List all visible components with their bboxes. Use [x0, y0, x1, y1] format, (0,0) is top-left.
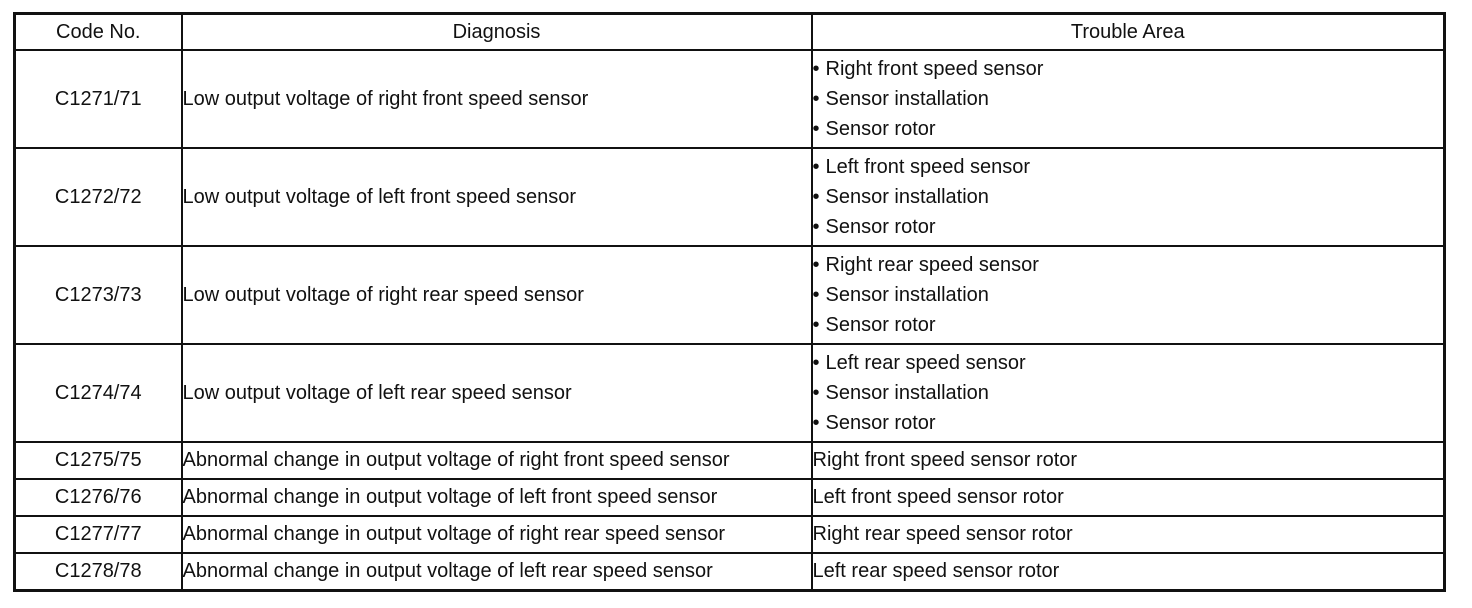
diagnosis-cell: Abnormal change in output voltage of right rear speed sensor [182, 516, 812, 553]
trouble-area-list [813, 348, 1444, 438]
bullet-icon: • [812, 186, 820, 208]
trouble-area-item [813, 212, 1444, 242]
diagnosis-cell: Low output voltage of right front speed sensor [182, 50, 812, 148]
trouble-area-item [813, 408, 1444, 438]
trouble-area-text: Sensor installation [825, 284, 989, 306]
bullet-icon: • [812, 382, 820, 404]
trouble-area-item [813, 250, 1444, 280]
diagnosis-cell: Low output voltage of left front speed sensor [182, 148, 812, 246]
diagnostic-code-table [13, 12, 1446, 592]
bullet-icon: • [812, 118, 820, 140]
trouble-area-text: Sensor installation [825, 382, 989, 404]
trouble-area-cell [812, 148, 1445, 246]
table-row [15, 246, 1445, 344]
trouble-area-cell: Left front speed sensor rotor [812, 479, 1445, 516]
code-cell: C1274/74 [15, 344, 182, 442]
bullet-icon: • [812, 352, 820, 374]
bullet-icon: • [812, 284, 820, 306]
trouble-area-text: Left rear speed sensor [825, 352, 1026, 374]
trouble-area-item [813, 348, 1444, 378]
trouble-area-item [813, 84, 1444, 114]
trouble-area-text: Left front speed sensor [825, 156, 1031, 178]
trouble-area-item [813, 280, 1444, 310]
diagnosis-cell: Abnormal change in output voltage of left front speed sensor [182, 479, 812, 516]
trouble-area-item [813, 152, 1444, 182]
trouble-area-item [813, 310, 1444, 340]
bullet-icon: • [812, 216, 820, 238]
bullet-icon: • [812, 88, 820, 110]
trouble-area-cell [812, 344, 1445, 442]
trouble-area-cell [812, 246, 1445, 344]
code-cell: C1277/77 [15, 516, 182, 553]
trouble-area-cell [812, 50, 1445, 148]
trouble-area-text: Sensor rotor [825, 412, 936, 434]
trouble-area-text: Right front speed sensor [825, 58, 1044, 80]
trouble-area-cell: Left rear speed sensor rotor [812, 553, 1445, 591]
bullet-icon: • [812, 156, 820, 178]
trouble-area-list [813, 54, 1444, 144]
diagnosis-cell: Abnormal change in output voltage of right front speed sensor [182, 442, 812, 479]
table-body [15, 50, 1445, 591]
code-cell: C1271/71 [15, 50, 182, 148]
trouble-area-item [813, 114, 1444, 144]
header-code: Code No. [15, 14, 182, 51]
trouble-area-text: Sensor rotor [825, 118, 936, 140]
table-row [15, 442, 1445, 479]
table-row [15, 50, 1445, 148]
diagnosis-cell: Abnormal change in output voltage of left rear speed sensor [182, 553, 812, 591]
trouble-area-cell: Right rear speed sensor rotor [812, 516, 1445, 553]
trouble-area-text: Sensor rotor [825, 314, 936, 336]
trouble-area-item [813, 378, 1444, 408]
header-diagnosis: Diagnosis [182, 14, 812, 51]
table-row [15, 516, 1445, 553]
code-cell: C1278/78 [15, 553, 182, 591]
trouble-area-list [813, 152, 1444, 242]
bullet-icon: • [812, 58, 820, 80]
trouble-area-text: Sensor installation [825, 186, 989, 208]
code-cell: C1276/76 [15, 479, 182, 516]
trouble-area-item [813, 54, 1444, 84]
trouble-area-item [813, 182, 1444, 212]
trouble-area-text: Right rear speed sensor [825, 254, 1039, 276]
table-row [15, 148, 1445, 246]
trouble-area-list [813, 250, 1444, 340]
bullet-icon: • [812, 314, 820, 336]
table-row [15, 553, 1445, 591]
code-cell: C1272/72 [15, 148, 182, 246]
header-trouble-area: Trouble Area [812, 14, 1445, 51]
trouble-area-text: Sensor rotor [825, 216, 936, 238]
diagnosis-cell: Low output voltage of right rear speed sensor [182, 246, 812, 344]
bullet-icon: • [812, 412, 820, 434]
code-cell: C1275/75 [15, 442, 182, 479]
trouble-area-cell: Right front speed sensor rotor [812, 442, 1445, 479]
bullet-icon: • [812, 254, 820, 276]
diagnosis-cell: Low output voltage of left rear speed sensor [182, 344, 812, 442]
table-row [15, 479, 1445, 516]
header-row [15, 14, 1445, 51]
trouble-area-text: Sensor installation [825, 88, 989, 110]
table-row [15, 344, 1445, 442]
code-cell: C1273/73 [15, 246, 182, 344]
